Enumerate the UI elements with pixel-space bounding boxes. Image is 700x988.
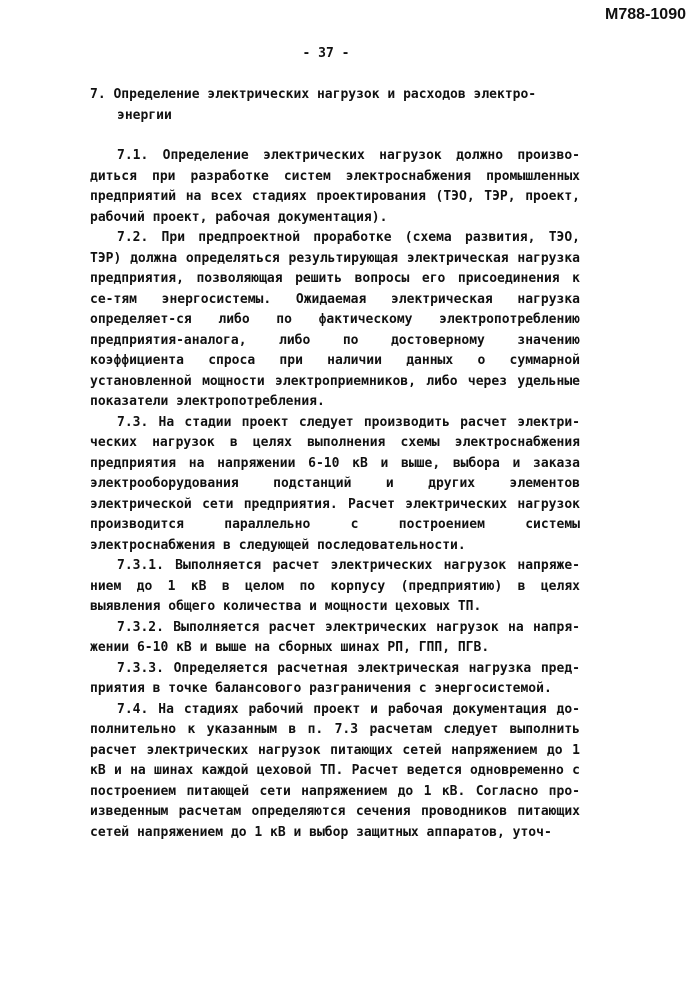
section-title-line-2: энергии: [117, 107, 172, 123]
page-number: - 37 -: [302, 46, 350, 61]
paragraph-7-1: 7.1. Определение электрических нагрузок должно произво-диться при разработке систем электроснабжения промышленных предприятий на всех стадиях проектирования (ТЭО, ТЭР, проект, рабочий проект, рабочая документация).: [90, 148, 580, 225]
paragraph-7-2: 7.2. При предпроектной проработке (схема развития, ТЭО, ТЭР) должна определяться результирующая электрическая нагрузка предприятия, позволяющая решить вопросы его присоединения к се-тям энергосистемы. Ожидаемая электрическая нагрузка определяет-ся либо по фактическому электропотреблению предприятия-аналога, либо по достоверному значению коэффициента спроса при наличии данных о суммарной установленной мощности электроприемников, либо через удельные показатели электропотребления.: [90, 230, 580, 409]
paragraph-7-3-2: 7.3.2. Выполняется расчет электрических нагрузок на напря-жении 6-10 кВ и выше на сборных шинах РП, ГПП, ПГВ.: [90, 619, 580, 655]
paragraph-7-3-3: 7.3.3. Определяется расчетная электрическая нагрузка пред-приятия в точке балансового разграничения с энергосистемой.: [90, 660, 580, 696]
section-title-line-1: 7. Определение электрических нагрузок и расходов электро-: [90, 87, 537, 102]
paragraph-7-3-1: 7.3.1. Выполняется расчет электрических нагрузок напряже-нием до 1 кВ в целом по корпусу (предприятию) в целях выявления общего количества и мощности цеховых ТП.: [90, 558, 580, 614]
paragraph-7-4: 7.4. На стадиях рабочий проект и рабочая документация до-полнительно к указанным в п. 7.3 расчетам следует выполнить расчет электрических нагрузок питающих сетей напряжением до 1 кВ и на шинах каждой цеховой ТП. Расчет ведется одновременно с построением питающей сети напряжением до 1 кВ. Согласно про-изведенным расчетам определяются сечения проводников питающих сетей напряжением до 1 кВ и выбор защитных аппаратов, уточ-: [90, 701, 580, 840]
section-title: [90, 85, 580, 126]
document-body: [90, 85, 580, 843]
paragraph-7-3: 7.3. На стадии проект следует производить расчет электри-ческих нагрузок в целях выполнения схемы электроснабжения предприятия на напряжении 6-10 кВ и выше, выбора и заказа электрооборудования подстанций и других элементов электрической сети предприятия. Расчет электрических нагрузок производится параллельно с построением системы электроснабжения в следующей последовательности.: [90, 414, 580, 553]
document-code: М788-1090: [605, 6, 686, 23]
